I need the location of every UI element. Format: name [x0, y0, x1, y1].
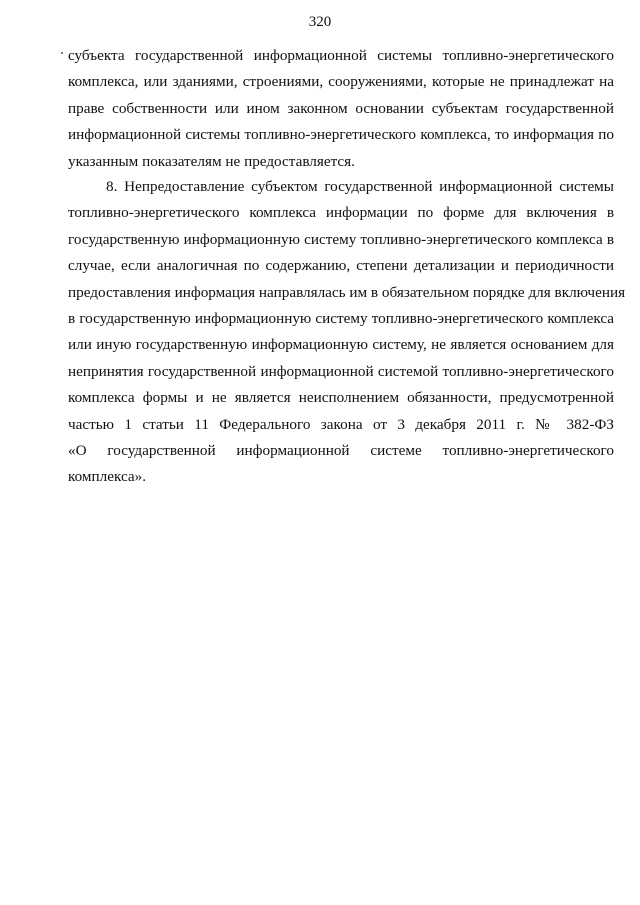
page-number: 320: [308, 14, 332, 30]
text-line: в государственную информационную систему топливно-энергетического комплекса: [68, 310, 614, 328]
text-line: «О государственной информационной системе топливно-энергетического: [68, 442, 614, 460]
text-line: непринятия государственной информационной системой топливно-энергетического: [68, 362, 614, 380]
paragraph-item-8: [68, 174, 626, 491]
text-line: указанным показателям не предоставляется.: [68, 152, 355, 170]
text-line: праве собственности или ином законном основании субъектам государственной: [68, 99, 614, 117]
text-line: комплекса».: [68, 468, 147, 486]
text-line: государственную информационную систему топливно-энергетического комплекса в: [68, 230, 614, 248]
text-line: или иную государственную информационную систему, не является основанием для: [68, 336, 614, 354]
text-line: комплекса, или зданиями, строениями, сооружениями, которые не принадлежат на: [68, 73, 614, 91]
text-line: случае, если аналогичная по содержанию, степени детализации и периодичности: [68, 257, 614, 275]
scan-mark: [61, 52, 63, 54]
text-line: частью 1 статьи 11 Федерального закона от 3 декабря 2011 г. № 382-ФЗ: [68, 415, 614, 433]
text-line: информационной системы топливно-энергетического комплекса, то информация по: [68, 126, 614, 144]
text-line: топливно-энергетического комплекса информации по форме для включения в: [68, 204, 614, 222]
text-line: предоставления информация направлялась им в обязательном порядке для включения: [68, 283, 626, 301]
paragraph-continuation: [68, 43, 614, 175]
text-line: комплекса формы и не является неисполнением обязанности, предусмотренной: [68, 389, 614, 407]
text-line: субъекта государственной информационной системы топливно-энергетического: [68, 47, 614, 64]
text-line: 8. Непредоставление субъектом государственной информационной системы: [106, 178, 614, 195]
